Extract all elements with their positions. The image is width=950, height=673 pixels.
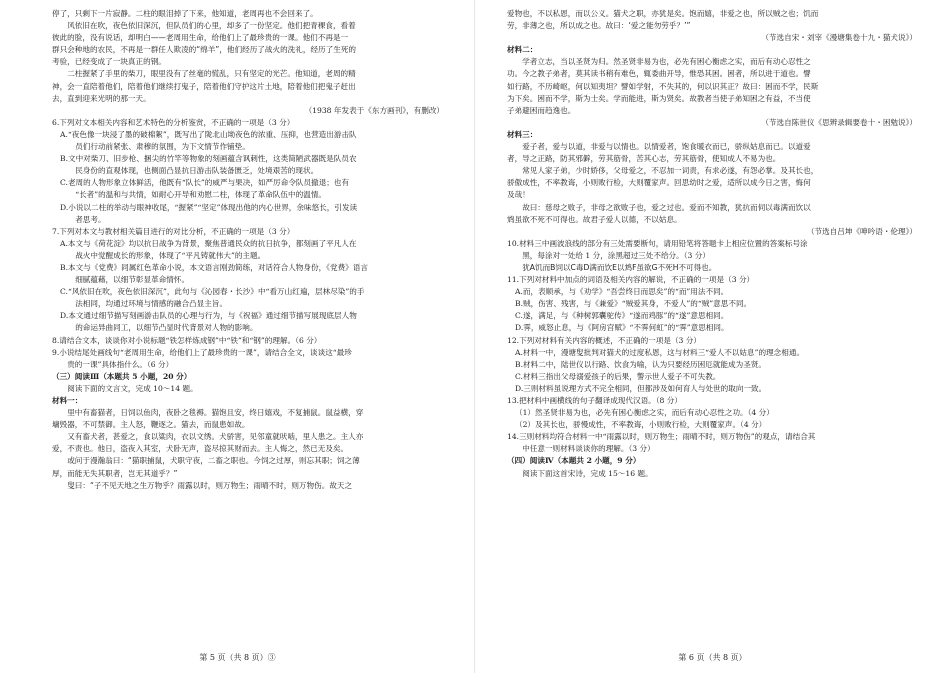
right-text-line: 阅读下面这首宋诗，完成 15～16 题。 (522, 468, 653, 478)
right-text-line: 功。今之教子弟者，莫其读书稍有难色，辄委曲开导，惟恐其困。困者，所以进于道也。譬 (507, 69, 811, 79)
left-text-line: 6.下列对文本相关内容和艺术特色的分析鉴赏，不正确的一项是（3 分） (52, 117, 295, 127)
left-text-line: D.小说以二柱的举动与眼神收尾，“握紧”“坚定”体现出他的内心世界，余味悠长，引发读 (60, 202, 358, 212)
page-footer-left: 第 5 页（共 8 页）③ (199, 653, 276, 662)
right-text-line: 子弟避困而趋逸也。 (507, 105, 576, 115)
left-text-line: D.本文通过细节描写刻画游击队员的心理与行为，与《祝福》通过细节描写展现底层人物 (60, 311, 357, 321)
right-text-line: A.而，表顺承，与《劝学》“吾尝终日而思矣”的“而”用法不同。 (515, 287, 729, 297)
left-text-line: 阅读下面的文言文，完成 10～14 题。 (67, 383, 198, 393)
right-text-line: C.遂，满足，与《种树郭囊驼传》“遂而鸡豚”的“遂”意思相同。 (515, 311, 729, 321)
left-text-line: 考验，已经变成了一块真正的钢。 (52, 57, 166, 67)
right-text-line: 及哉！ (507, 190, 530, 200)
left-text-line: “长者”的温和与共情，如耐心开导和劝慰二柱，体现了革命队伍中的温情。 (75, 190, 326, 200)
left-text-line: 战火中觉醒成长的形象，体现了“平凡铸就伟大”的主题。 (75, 250, 266, 260)
left-text-line: 二柱握紧了手里的柴刀，眼里没有了丝毫的慌乱，只有坚定的光芒。他知道，老周的精 (67, 69, 356, 79)
left-text-line: 厚，而能无失其职者，岂无其道乎？” (52, 468, 178, 478)
left-text-line: 8.请结合文本，谈谈你对小说标题“铁怎样炼成钢”中“铁”和“钢”的理解。（6 分） (52, 335, 322, 345)
left-text-line: 法相同，均通过环境与情感的融合凸显主旨。 (75, 299, 228, 309)
left-text-line: 里中有畜猫者，日饲以鱼肉，夜卧之毯褥。猫饱且安，终日嬉戏，不复捕鼠。鼠益横，穿 (67, 408, 364, 418)
left-text-line: 7.下列对本文与教材相关篇目进行的对比分析，不正确的一项是（3 分） (52, 226, 295, 236)
left-text-line: 细腻蕴藉，以细节彰显革命情怀。 (75, 275, 190, 285)
right-text-line: 爱物也，不以私恩，而以公义。猫犬之职，亦犹是矣。饱而嬉，非爱之也，所以贼之也；饥而 (507, 9, 819, 18)
right-text-line: C.材料三指出父母溺爱孩子的后果，警示世人爱子不可失教。 (515, 371, 721, 381)
right-text-line: 材料三： (507, 129, 538, 139)
right-text-line: 10.材料三中画波浪线的部分有三处需要断句，请用铅笔将答题卡上相应位置的答案标号涂 (507, 238, 808, 248)
left-text-line: 或问于漫瀚翁曰：“猫职捕鼠，犬职守夜，二畜之职也。今饲之过厚，则忘其职；饲之薄 (67, 456, 360, 466)
left-text-line: B.文中对柴刀、旧步枪、捆尖的竹竿等物象的刻画蕴含讽刺性，这类简陋武器既是队员农 (60, 154, 357, 164)
left-text-line: C.老周的人物形象立体鲜活，他既有“队长”的威严与果决，如严厉命令队员撤退；也有 (60, 178, 350, 188)
left-text-line: 叟曰：“子不见天地之生万物乎？雨露以时，则万物生；雨晴不时，则万物伤。故天之 (67, 480, 353, 490)
left-text-line: 又有畜犬者，甚爱之，食以粱肉，衣以文绣。犬骄害，见邻童就吠啮，里人患之。主人亦 (67, 432, 364, 442)
right-text-line: B.贼，伤害、残害，与《兼爱》“贼爱其身，不爱人”的“贼”意思不同。 (515, 299, 752, 309)
right-text-column (507, 8, 917, 480)
left-text-line: B.本文与《党费》同属红色革命小说，本文语言刚劲简练，对话符合人物身份，《党费》语言 (60, 262, 368, 272)
right-text-line: 12.下列对材料有关内容的概述，不正确的一项是（3 分） (507, 335, 701, 345)
right-text-line: （2）及其长也，骄慢成性，不率教诲，小则败行检，大则覆家声。（4 分） (515, 420, 767, 430)
left-text-line: 爱，不责也。他日，盗夜入其室，犬卧无声，盗尽掠其财而去。主人悔之，然已无及矣。 (52, 444, 349, 454)
left-text-line: 群只会种地的农民，不再是一群任人欺凌的“绵羊”，他们经历了战火的洗礼，经历了生死的 (52, 45, 357, 55)
right-text-line: 14.三则材料均符合材料一中“雨露以时，则万物生；雨晴不时，则万物伤”的观点，请结合其 (507, 432, 816, 442)
left-text-line: 墉毁器，不可禁御。主人怒，鞭逐之。猫去，而鼠患如故。 (52, 420, 250, 430)
left-text-line: （三）阅读Ⅲ（本题共 5 小题，20 分） (52, 371, 192, 381)
left-text-line: 民身份的直观体现，也侧面凸显抗日游击队装备匮乏，处境艰苦的现状。 (75, 166, 319, 176)
page-footer-right: 第 6 页（共 8 页） (678, 653, 747, 662)
right-text-line: 为下矣。困而不学，斯为士矣。学而能进，斯为贤矣。故教者当使子弟知困之有益，不当使 (507, 93, 811, 103)
right-text-line: 13.把材料中画横线的句子翻译成现代汉语。（8 分） (507, 396, 682, 405)
right-text-line: 鸩虽欲不死不可得也。故君子爱人以德，不以姑息。 (507, 214, 682, 224)
right-text-line: 如行路，不历崎岖，何以知夷坦？譬如学射，不失其的，何以识其正？故曰：困而不学，民斯 (507, 81, 819, 91)
right-text-line: 犹A饥而B饲以C毒D满而饮E以鸩F虽欲G不死H不可得也。 (522, 262, 717, 272)
left-text-line: 贵的一课”具体指什么。（6 分） (67, 359, 174, 369)
right-text-line: A.材料一中，漫塘叟批判对猫犬的过度私恩，这与材料三“爱人不以姑息”的理念相通。 (515, 347, 805, 357)
right-text-line: B.材料二中，陆世仪以行路、饮食为喻，认为只要经历困厄就能成为圣贤。 (515, 359, 766, 369)
right-text-line: 黑，每涂对一处给 1 分，涂黑超过三处不给分。（3 分） (522, 250, 710, 260)
left-text-line: 者思考。 (75, 214, 106, 224)
left-text-line: 神，会一直陪着他们，陪着他们继续打鬼子，陪着他们守护这片土地，陪着他们把鬼子赶出 (52, 81, 356, 91)
right-text-line: （四）阅读Ⅳ（本题共 2 小题，9 分） (507, 456, 641, 466)
right-text-line: （1）然圣贤非易为也，必先有困心衡虑之实，而后有动心忍性之功。（4 分） (515, 408, 774, 418)
right-text-line: 者，导之正路，防其邪僻，劳其筋骨，苦其心志，劳其筋骨，使知成人不易为也。 (507, 154, 781, 164)
right-text-line: 材料二： (507, 45, 538, 55)
left-text-line: 员们行动前紧张、肃穆的氛围，为下文情节作铺垫。 (75, 142, 250, 152)
left-text-line: 风依旧在吹，夜色依旧深沉，但队员们的心里，却多了一份坚定。他们把青稞食，看着 (67, 21, 356, 31)
left-text-line: 彼此的脸，没有说话，却明白——老周用生命，给他们上了最珍贵的一课。他们不再是一 (52, 33, 349, 43)
left-text-line: 停了，只剩下一片寂静。二柱的眼泪掉了下来，他知道，老周再也不会回来了。 (52, 9, 318, 18)
right-text-line: 劳，非薄之也，所以成之也。故曰：‘爱之能勿劳乎？’” (507, 21, 691, 31)
right-text-line: 中任意一则材料谈谈你的理解。（3 分） (522, 444, 655, 454)
left-text-line: 去，直到迎来光明的那一天。 (52, 93, 151, 103)
left-text-line: 9.小说结尾处画线句“老周用生命，给他们上了最珍贵的一课”，请结合全文，谈谈这“最珍 (52, 347, 352, 357)
right-text-line: （节选自吕坤《呻吟语・伦理》） (806, 226, 917, 236)
left-text-line: C.“风依旧在吹，夜色依旧深沉”，此句与《沁园春・长沙》中“看万山红遍，层林尽染”的手 (60, 287, 365, 297)
right-text-line: 常见人家子弟，少时娇侈，父母爱之，不忍加一词责，有求必遂，有怨必掌。及其长也， (522, 166, 819, 176)
right-text-line: （节选自陈世仪《思辨录辑要卷十・困勉说》） (761, 117, 917, 127)
exam-page-right (475, 0, 950, 673)
left-text-column (52, 8, 444, 492)
right-text-line: 骄傲成性，不率教诲，小则败行检，大则覆家声。回思幼时之爱，适所以成今日之害，悔何 (507, 178, 811, 188)
left-text-line: 的命运异曲同工，以细节凸显时代背景对人物的影响。 (75, 323, 258, 333)
left-text-line: 材料一： (52, 396, 83, 405)
right-text-line: D.霁，威怒止息，与《阿房宫赋》“不霁何虹”的“霁”意思相同。 (515, 323, 729, 333)
right-text-line: D.三则材料虽说理方式不完全相同，但都涉及如何育人与处世的取向一致。 (515, 383, 767, 393)
right-text-line: 故曰：慈母之败子，非母之欲败子也，爱之过也。爱而不知教，犹抗而伺以毒满而饮以 (522, 202, 811, 212)
right-text-line: 学者立志，当以圣贤为归。然圣贤非易为也，必先有困心衡虑之实，而后有动心忍性之 (522, 57, 811, 67)
right-text-line: 11.下列对材料中加点的词语及相关内容的解说，不正确的一项是（3 分） (507, 275, 755, 285)
left-text-line: A.“夜色像一块浸了墨的破棉絮”，既写出了陇北山坳夜色的浓重、压抑，也营造出游击队 (60, 129, 357, 139)
left-text-line: （1938 年发表于《东方画刊》，有删改） (304, 105, 444, 115)
left-text-line: A.本文与《荷花淀》均以抗日战争为背景，聚焦普通民众的抗日抗争，都刻画了平凡人在 (60, 238, 357, 248)
right-text-line: 爱子者，爱与以道，非爱与以情也。以情爱者，饱食暖衣而已，骄纵姑息而已。以道爱 (522, 142, 811, 152)
right-text-line: （节选自宋・刘宰《漫塘集卷十九・猫犬说》） (761, 33, 917, 43)
